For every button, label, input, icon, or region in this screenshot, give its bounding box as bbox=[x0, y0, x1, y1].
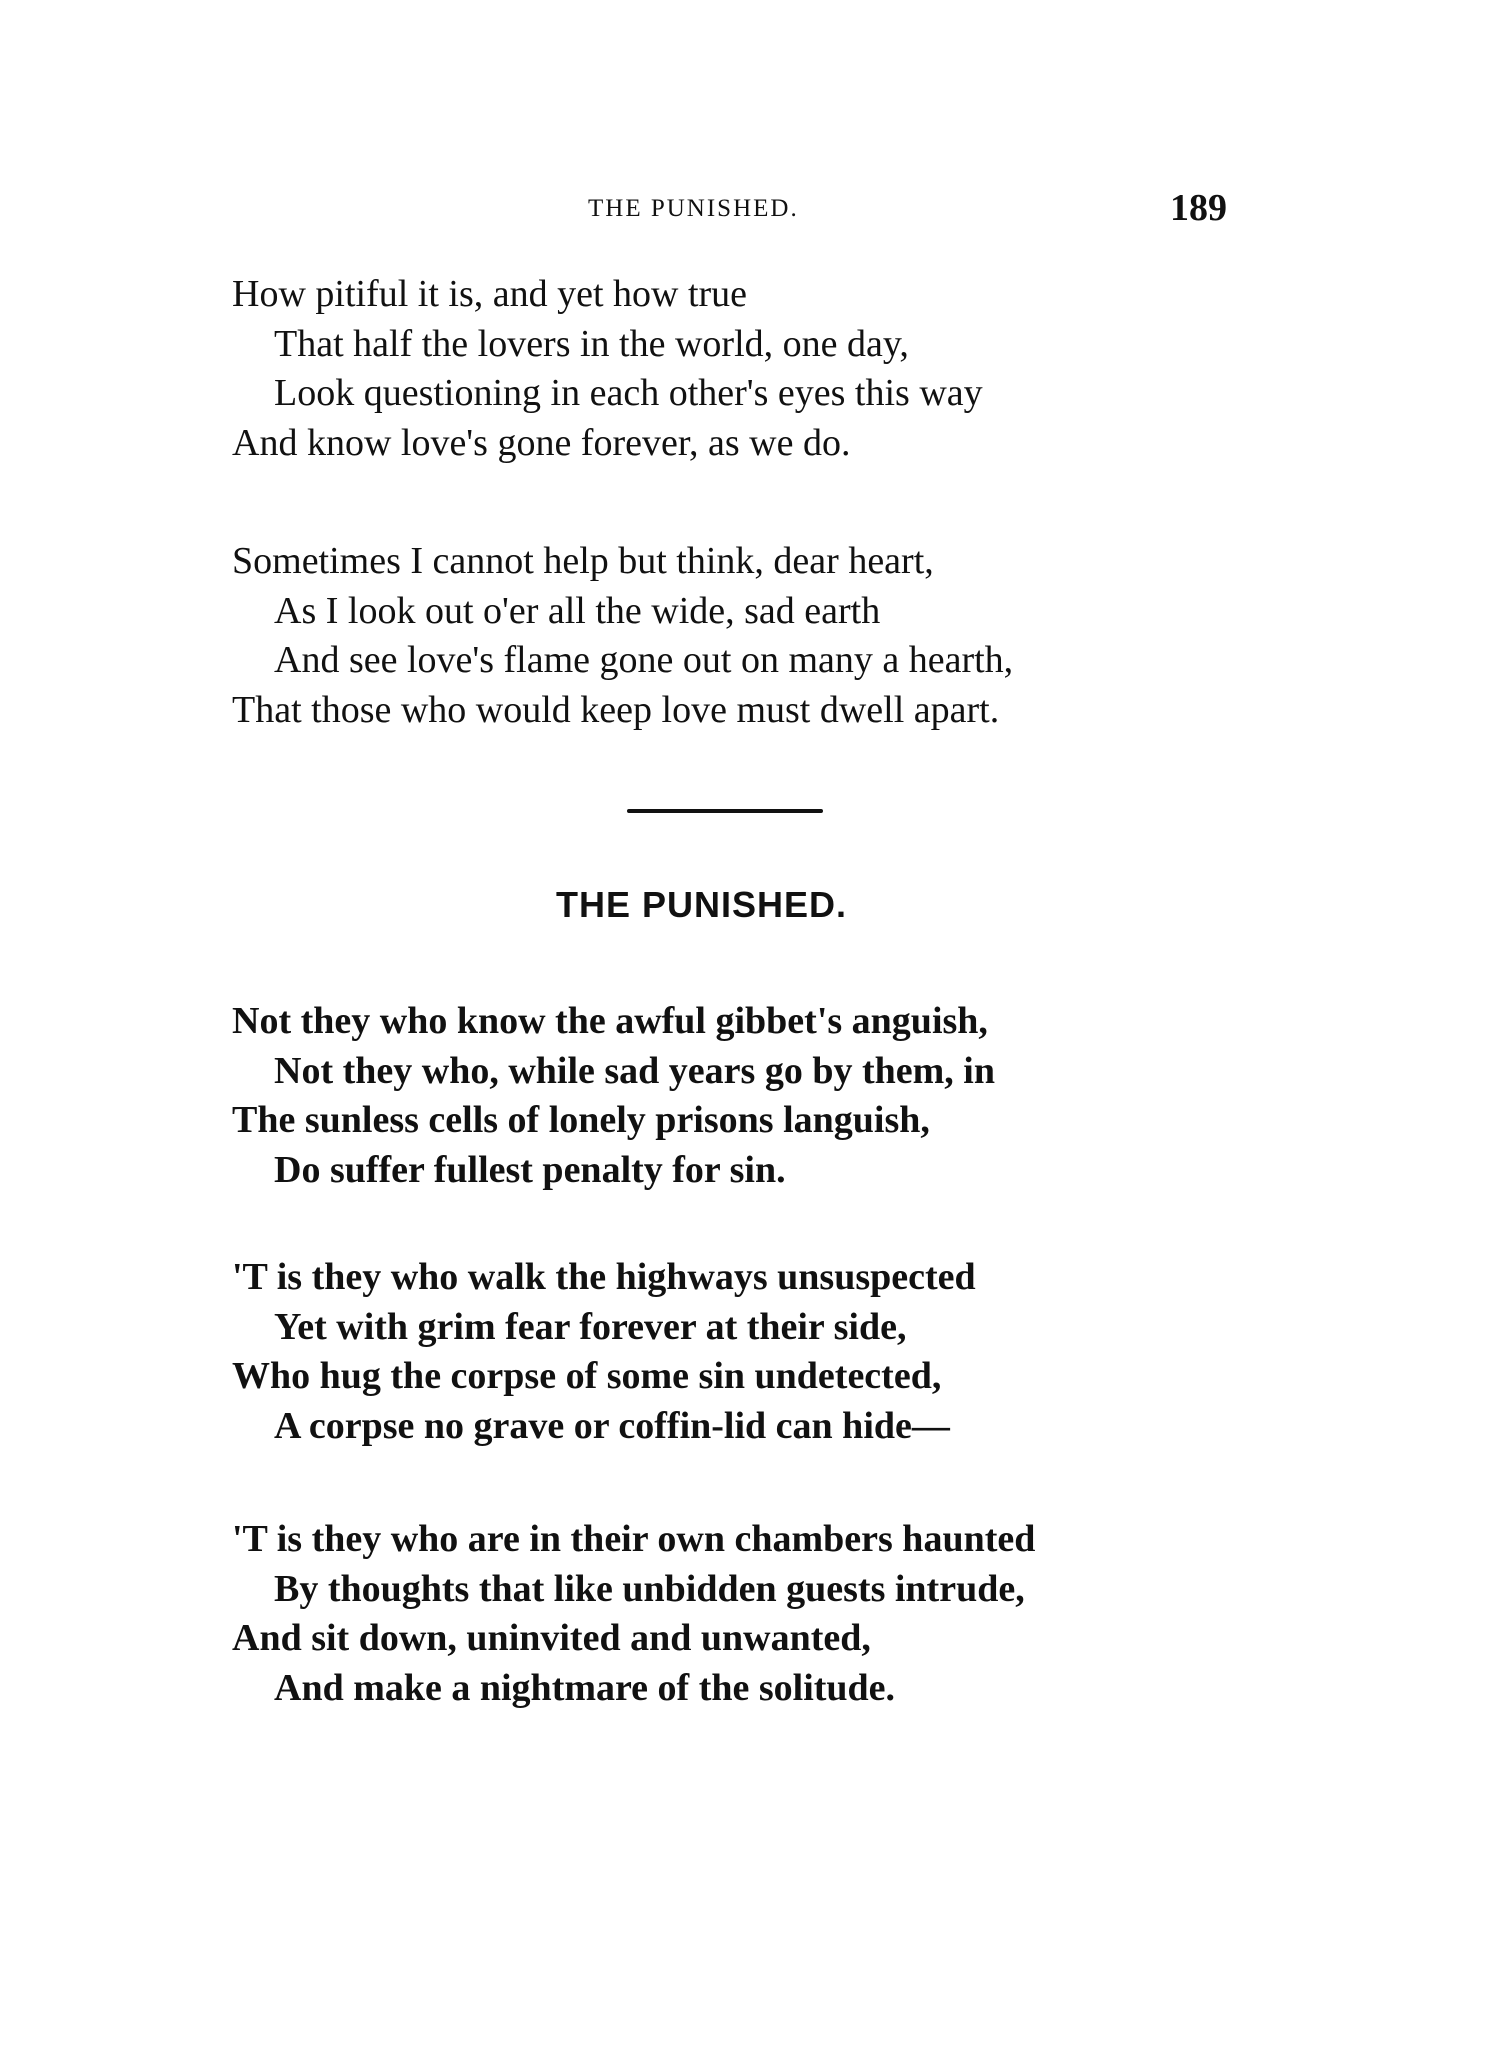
poem-stanza-1 bbox=[232, 997, 1312, 1195]
poem-stanza-2 bbox=[232, 1253, 1312, 1451]
verse-line: That half the lovers in the world, one day, bbox=[274, 322, 909, 365]
verse-line: Not they who, while sad years go by them, in bbox=[274, 1049, 995, 1092]
previous-poem-stanza-2 bbox=[232, 537, 1312, 735]
verse-line: By thoughts that like unbidden guests intrude, bbox=[274, 1567, 1025, 1610]
verse-line: And know love's gone forever, as we do. bbox=[232, 421, 851, 464]
verse-line: And make a nightmare of the solitude. bbox=[274, 1666, 896, 1709]
verse-line: Who hug the corpse of some sin undetected, bbox=[232, 1355, 942, 1397]
previous-poem-stanza-1 bbox=[232, 270, 1312, 468]
verse-line: A corpse no grave or coffin-lid can hide— bbox=[274, 1404, 950, 1447]
verse-line: Do suffer fullest penalty for sin. bbox=[274, 1148, 786, 1191]
running-head: THE PUNISHED. bbox=[588, 195, 799, 222]
verse-line: That those who would keep love must dwell apart. bbox=[232, 688, 1000, 731]
verse-line: And sit down, uninvited and unwanted, bbox=[232, 1617, 871, 1659]
verse-line: Sometimes I cannot help but think, dear heart, bbox=[232, 540, 934, 582]
verse-line: How pitiful it is, and yet how true bbox=[232, 273, 748, 315]
verse-line: Yet with grim fear forever at their side, bbox=[274, 1305, 907, 1348]
verse-line: Not they who know the awful gibbet's anguish, bbox=[232, 1000, 988, 1042]
verse-line: And see love's flame gone out on many a hearth, bbox=[274, 639, 1014, 681]
poem-title: THE PUNISHED. bbox=[556, 884, 848, 925]
verse-line: 'T is they who walk the highways unsuspected bbox=[232, 1256, 976, 1298]
verse-line: 'T is they who are in their own chambers haunted bbox=[232, 1518, 1036, 1560]
page-number: 189 bbox=[1170, 187, 1227, 229]
verse-line: As I look out o'er all the wide, sad earth bbox=[274, 589, 881, 632]
verse-line: The sunless cells of lonely prisons languish, bbox=[232, 1099, 930, 1141]
verse-line: Look questioning in each other's eyes this way bbox=[274, 372, 983, 414]
section-divider bbox=[627, 809, 823, 813]
poem-stanza-3 bbox=[232, 1515, 1312, 1713]
